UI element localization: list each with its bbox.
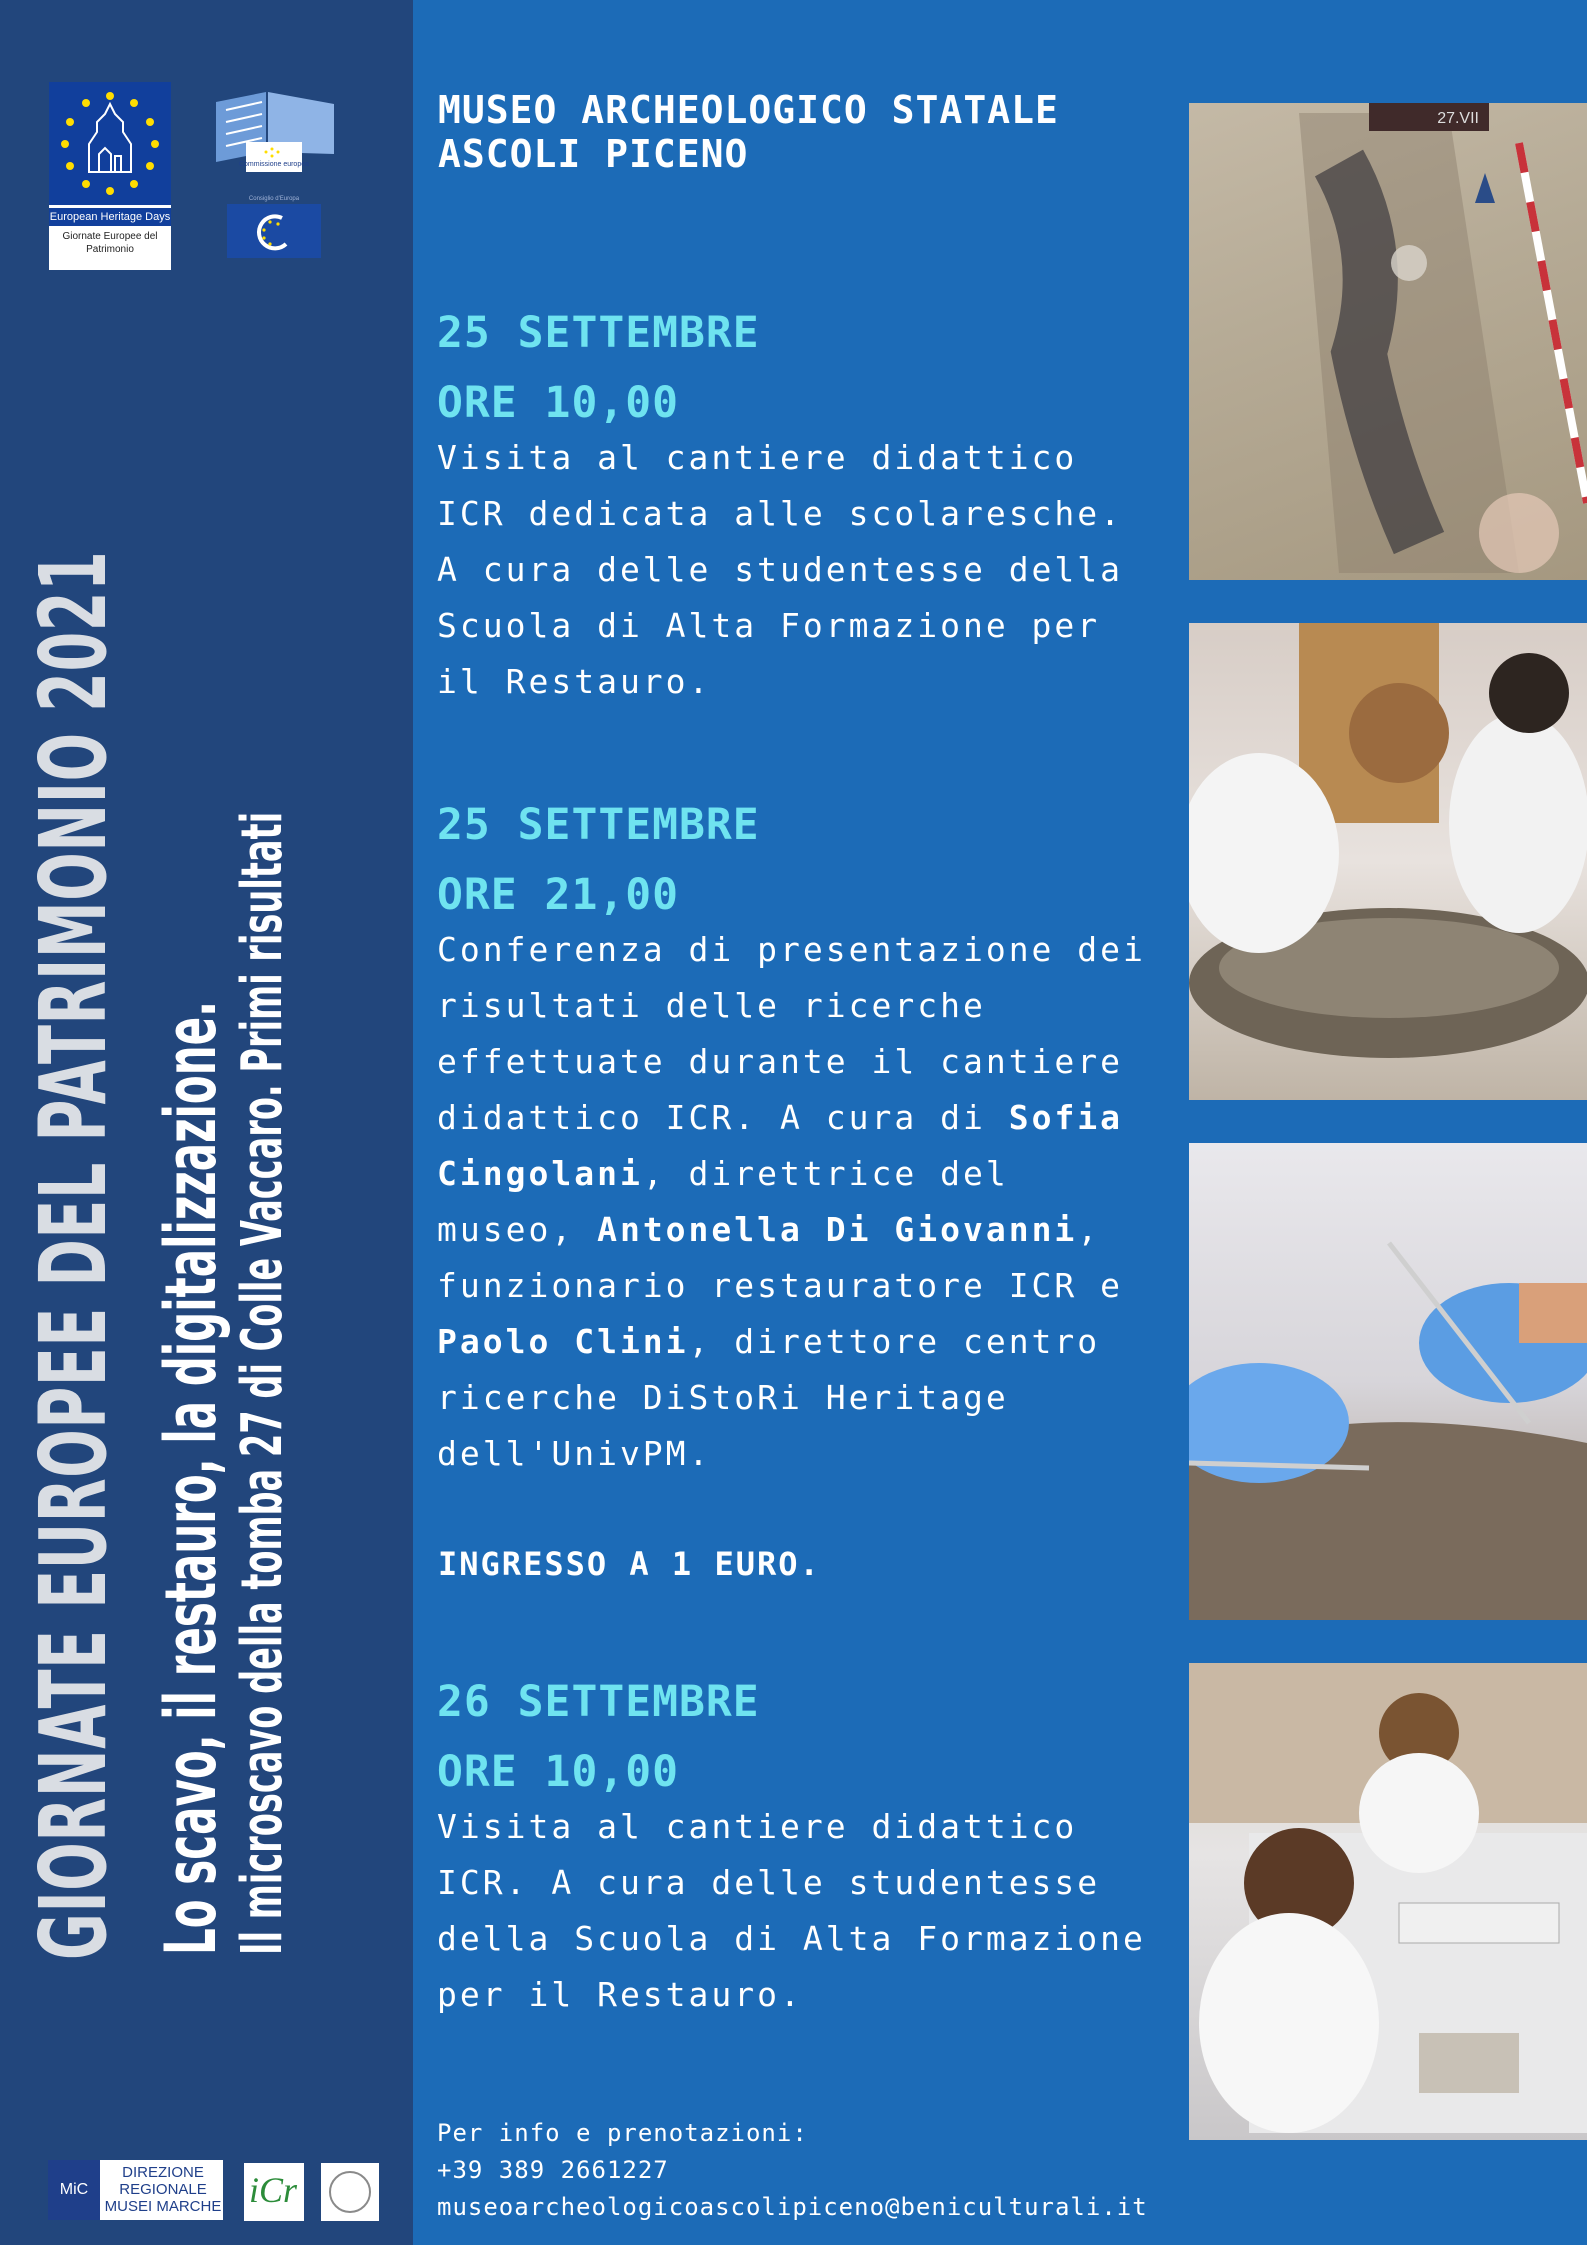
mic-musei-marche-logo bbox=[48, 2160, 223, 2220]
icr-logo bbox=[244, 2163, 304, 2221]
event-description: Visita al cantiere didattico ICR dedicata alle scolaresche. A cura delle studentesse della Scuola di Alta Formazione per il Restauro. bbox=[437, 438, 1124, 701]
excavation-photo bbox=[1189, 103, 1587, 580]
sidebar bbox=[0, 0, 413, 2245]
ehd-sublabel: Giornate Europee del Patrimonio bbox=[62, 231, 158, 255]
event-2 bbox=[437, 800, 1157, 1482]
lab-photo bbox=[1189, 1663, 1587, 2140]
event-date: 25 SETTEMBRE bbox=[437, 308, 760, 358]
museum-title bbox=[438, 88, 1059, 176]
eu-flag-icon bbox=[49, 82, 171, 205]
speaker-name: Paolo Clini bbox=[437, 1322, 689, 1361]
mic-label: MiC bbox=[48, 2160, 100, 2220]
council-of-europe-logo bbox=[224, 192, 324, 268]
ehd-label: European Heritage Days bbox=[49, 208, 171, 226]
event-time: ORE 10,00 bbox=[437, 1747, 679, 1797]
museum-seal-logo bbox=[321, 2163, 379, 2221]
icr-label: iCr bbox=[249, 2170, 298, 2210]
photo-tag: 27.VII bbox=[1437, 110, 1479, 127]
event-date: 26 SETTEMBRE bbox=[437, 1677, 760, 1727]
contacts bbox=[437, 2115, 1148, 2226]
event-time: ORE 21,00 bbox=[437, 870, 679, 920]
museum-title-line1: MUSEO ARCHEOLOGICO STATALE bbox=[438, 88, 1059, 132]
speaker-name: Antonella Di Giovanni bbox=[597, 1210, 1078, 1249]
museum-title-line2: ASCOLI PICENO bbox=[438, 132, 749, 176]
event-subtitle: Lo scavo, il restauro, la digitalizzazione. bbox=[150, 1000, 232, 1955]
restoration-photo bbox=[1189, 623, 1587, 1100]
european-commission-logo bbox=[206, 82, 344, 174]
desc-text: , direttrice del museo, bbox=[437, 1154, 1009, 1249]
entry-price-note: INGRESSO A 1 EURO. bbox=[438, 1545, 821, 1583]
event-title: GIORNATE EUROPEE DEL PATRIMONIO 2021 bbox=[20, 550, 127, 1960]
speaker-name: Sofia Cingolani bbox=[437, 1098, 1124, 1193]
seal-icon bbox=[329, 2171, 371, 2213]
contacts-label: Per info e prenotazioni: bbox=[437, 2119, 808, 2147]
event-1 bbox=[437, 308, 1157, 710]
event-date: 25 SETTEMBRE bbox=[437, 800, 760, 850]
direzione-label: DIREZIONE REGIONALE MUSEI MARCHE bbox=[104, 2164, 222, 2215]
ec-label: Commissione europea bbox=[238, 161, 310, 168]
european-heritage-days-logo bbox=[49, 82, 171, 270]
microexcavation-photo bbox=[1189, 1143, 1587, 1620]
coe-label: Consiglio d'Europa bbox=[248, 196, 300, 202]
desc-text: , direttore centro ricerche DiStoRi Heritage dell'UnivPM. bbox=[437, 1322, 1101, 1473]
contact-phone[interactable]: +39 389 2661227 bbox=[437, 2156, 669, 2184]
event-subtitle-2: Il microscavo della tomba 27 di Colle Vaccaro. Primi risultati bbox=[230, 811, 295, 1955]
desc-text: , funzionario restauratore ICR e bbox=[437, 1210, 1124, 1305]
event-3 bbox=[437, 1677, 1157, 2023]
vertical-title-block bbox=[20, 430, 320, 1960]
event-description: Visita al cantiere didattico ICR. A cura delle studentesse della Scuola di Alta Formazione per il Restauro. bbox=[437, 1807, 1146, 2014]
contact-email[interactable]: museoarcheologicoascolipiceno@beniculturali.it bbox=[437, 2193, 1148, 2221]
desc-text: Conferenza di presentazione dei risultati delle ricerche effettuate durante il cantiere didattico ICR. A cura di bbox=[437, 930, 1146, 1137]
event-description bbox=[437, 922, 1157, 1482]
event-time: ORE 10,00 bbox=[437, 378, 679, 428]
